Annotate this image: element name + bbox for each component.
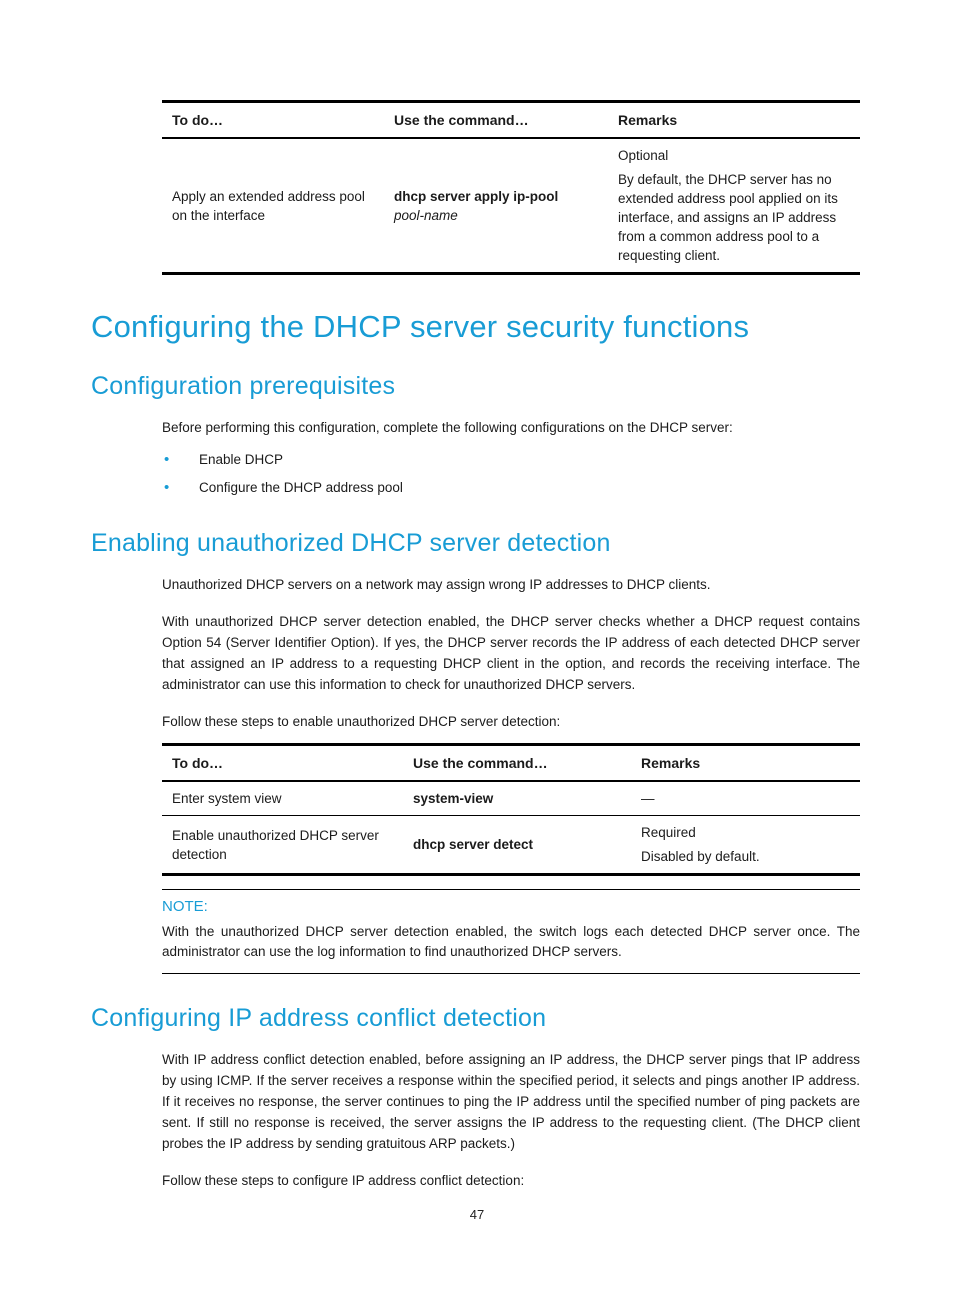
cell-remarks xyxy=(608,138,860,274)
col-header-remarks: Remarks xyxy=(608,102,860,139)
top-margin xyxy=(0,0,954,100)
detection-steps-table xyxy=(162,743,860,876)
table-row xyxy=(162,781,860,816)
list-item-label: Enable DHCP xyxy=(199,452,284,467)
remarks-detail: By default, the DHCP server has no extended address pool applied on its interface, and assigns an IP address from a common address pool to a requesting client. xyxy=(618,172,838,263)
col-header-command: Use the command… xyxy=(403,745,631,782)
note-text: With the unauthorized DHCP server detection enabled, the switch logs each detected DHCP server once. The administrator can use the log information to find unauthorized DHCP servers. xyxy=(162,924,860,959)
col-header-todo: To do… xyxy=(162,102,384,139)
section-title-prerequisites: Configuration prerequisites xyxy=(91,372,396,400)
page-number: 47 xyxy=(469,1207,485,1222)
command-keyword: dhcp server detect xyxy=(413,837,534,852)
note-callout xyxy=(162,889,860,974)
col-header-todo: To do… xyxy=(162,745,403,782)
note-label: NOTE: xyxy=(162,898,208,915)
prerequisites-list xyxy=(162,446,860,502)
command-keyword: dhcp server apply ip-pool xyxy=(394,188,559,204)
remarks-default: Disabled by default. xyxy=(641,849,760,864)
cell-remarks xyxy=(631,816,860,875)
conflict-steps-intro: Follow these steps to configure IP address conflict detection: xyxy=(162,1173,525,1188)
command-argument: pool-name xyxy=(394,207,458,223)
remarks-optional: Optional xyxy=(618,148,669,163)
cell-command xyxy=(384,138,608,274)
list-item xyxy=(162,474,860,502)
table-row xyxy=(162,816,860,875)
list-item-label: Configure the DHCP address pool xyxy=(199,480,403,495)
cell-todo: Enable unauthorized DHCP server detection xyxy=(162,816,403,875)
cell-todo: Enter system view xyxy=(162,781,403,816)
prerequisites-intro: Before performing this configuration, complete the following configurations on the DHCP server: xyxy=(162,420,733,435)
cell-command xyxy=(403,816,631,875)
cell-command xyxy=(403,781,631,816)
detection-steps-intro: Follow these steps to enable unauthorized DHCP server detection: xyxy=(162,714,561,729)
section-title-conflict: Configuring IP address conflict detection xyxy=(91,1004,547,1032)
section-title-detection: Enabling unauthorized DHCP server detection xyxy=(91,529,611,557)
command-keyword: system-view xyxy=(413,791,494,806)
prerequisites-body xyxy=(162,417,860,502)
cell-todo: Apply an extended address pool on the interface xyxy=(162,138,384,274)
table-row xyxy=(162,138,860,274)
conflict-body xyxy=(162,1049,860,1191)
remarks-required: Required xyxy=(641,825,696,840)
apply-pool-table xyxy=(162,100,860,275)
conflict-paragraph-1: With IP address conflict detection enabled, before assigning an IP address, the DHCP server pings that IP address by using ICMP. If the server receives a response within the specified period, it selects and pings another IP address. If it receives no response, the server continues to ping the IP address until the specified number of ping packets are sent. If still no response is received, the server assigns the IP address to the requesting client. (The DHCP client probes the IP address by sending gratuitous ARP packets.) xyxy=(162,1052,860,1151)
table-header-row xyxy=(162,102,860,139)
table-header-row xyxy=(162,745,860,782)
cell-remarks: — xyxy=(631,781,860,816)
detection-paragraph-1: Unauthorized DHCP servers on a network may assign wrong IP addresses to DHCP clients. xyxy=(162,577,711,592)
bullet-icon: • xyxy=(164,451,170,468)
chapter-title: Configuring the DHCP server security functions xyxy=(91,309,750,344)
col-header-command: Use the command… xyxy=(384,102,608,139)
bullet-icon: • xyxy=(164,479,170,496)
col-header-remarks: Remarks xyxy=(631,745,860,782)
list-item xyxy=(162,446,860,474)
detection-paragraph-2: With unauthorized DHCP server detection enabled, the DHCP server checks whether a DHCP request contains Option 54 (Server Identifier Option). If yes, the DHCP server records the IP address of each detected DHCP server that assigned an IP address to a requesting DHCP client in the option, and records the receiving interface. The administrator can use this information to check for unauthorized DHCP servers. xyxy=(162,614,860,692)
detection-body xyxy=(162,574,860,732)
